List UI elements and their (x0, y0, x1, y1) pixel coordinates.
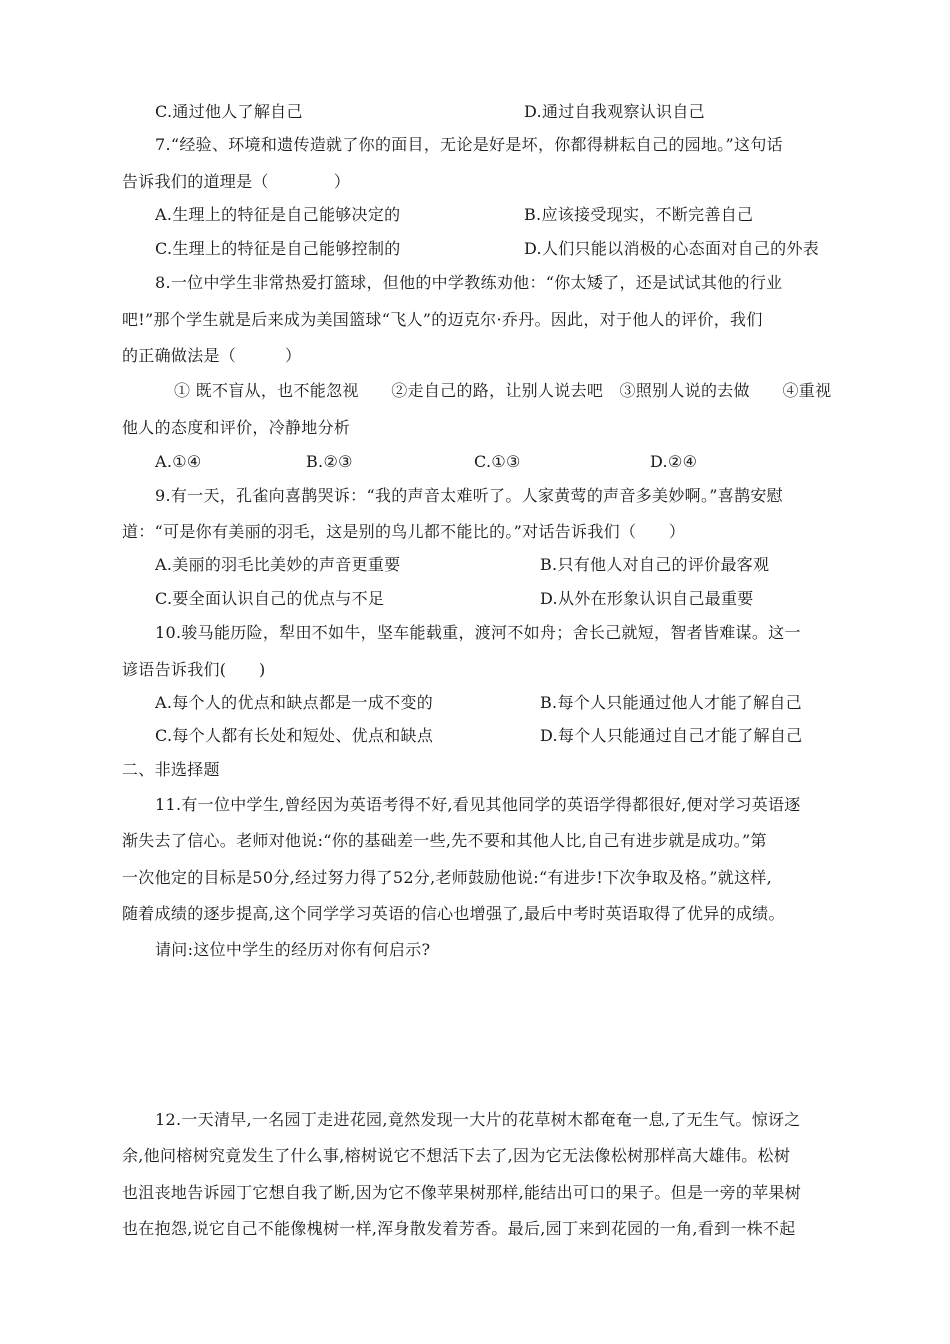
q9-option-d: D.从外在形象认识自己最重要 (540, 589, 754, 608)
q7-option-a: A.生理上的特征是自己能够决定的 (155, 205, 401, 224)
q9-option-a: A.美丽的羽毛比美妙的声音更重要 (155, 555, 401, 574)
q7-option-b: B.应该接受现实，不断完善自己 (524, 205, 754, 224)
q10-option-c: C.每个人都有长处和短处、优点和缺点 (155, 726, 434, 745)
q10-stem-line2: 谚语告诉我们( ) (122, 660, 266, 679)
q8-stem-line2: 吧!”那个学生就是后来成为美国篮球“飞人”的迈克尔·乔丹。因此，对于他人的评价，我们 (122, 310, 763, 329)
q6-option-d: D.通过自我观察认识自己 (524, 102, 705, 121)
q6-option-c: C.通过他人了解自己 (155, 102, 303, 121)
q10-option-b: B.每个人只能通过他人才能了解自己 (540, 693, 802, 712)
q11-passage-line2: 渐失去了信心。老师对他说:“你的基础差一些,先不要和其他人比,自己有进步就是成功。”第 (122, 831, 767, 850)
q9-stem-line1: 9.有一天，孔雀向喜鹊哭诉：“我的声音太难听了。人家黄莺的声音多美妙啊。”喜鹊安慰 (155, 486, 783, 505)
q8-option-d: D.②④ (650, 452, 698, 471)
q8-stem-line1: 8.一位中学生非常热爱打篮球，但他的中学教练劝他：“你太矮了，还是试试其他的行业 (155, 273, 783, 292)
q12-passage-line2: 余,他问榕树究竟发生了什么事,榕树说它不想活下去了,因为它无法像松树那样高大雄伟。松树 (122, 1146, 791, 1165)
q10-stem-line1: 10.骏马能历险，犁田不如牛，坚车能载重，渡河不如舟；舍长己就短，智者皆难谋。这一 (155, 623, 801, 642)
q11-question: 请问:这位中学生的经历对你有何启示? (155, 940, 431, 959)
q8-option-c: C.①③ (474, 452, 521, 471)
q8-statements-line2: 他人的态度和评价，冷静地分析 (122, 418, 351, 437)
q12-passage-line1: 12.一天清早,一名园丁走进花园,竟然发现一大片的花草树木都奄奄一息,了无生气。惊讶之 (155, 1110, 801, 1129)
q7-stem-line1: 7.“经验、环境和遗传造就了你的面目，无论是好是坏，你都得耕耘自己的园地。”这句话 (155, 135, 783, 154)
q11-passage-line1: 11.有一位中学生,曾经因为英语考得不好,看见其他同学的英语学得都很好,便对学习英语逐 (155, 795, 801, 814)
q8-stem-line3: 的正确做法是（ ） (122, 346, 302, 365)
q7-option-c: C.生理上的特征是自己能够控制的 (155, 239, 401, 258)
q7-option-d: D.人们只能以消极的心态面对自己的外表 (524, 239, 820, 258)
q9-option-b: B.只有他人对自己的评价最客观 (540, 555, 770, 574)
q12-passage-line3: 也沮丧地告诉园丁它想自我了断,因为它不像苹果树那样,能结出可口的果子。但是一旁的苹果树 (122, 1183, 802, 1202)
q11-passage-line4: 随着成绩的逐步提高,这个同学学习英语的信心也增强了,最后中考时英语取得了优异的成绩。 (122, 904, 785, 923)
q10-option-a: A.每个人的优点和缺点都是一成不变的 (155, 693, 434, 712)
q7-stem-line2: 告诉我们的道理是（ ） (122, 172, 351, 191)
section-heading-non-choice: 二、非选择题 (122, 760, 220, 779)
q8-statements-line1: ① 既不盲从，也不能忽视 ②走自己的路，让别人说去吧 ③照别人说的去做 ④重视 (174, 381, 832, 400)
q12-passage-line4: 也在抱怨,说它自己不能像槐树一样,浑身散发着芳香。最后,园丁来到花园的一角,看到一株不起 (122, 1219, 796, 1238)
q9-option-c: C.要全面认识自己的优点与不足 (155, 589, 385, 608)
q8-option-b: B.②③ (306, 452, 353, 471)
q8-option-a: A.①④ (155, 452, 202, 471)
q11-passage-line3: 一次他定的目标是50分,经过努力得了52分,老师鼓励他说:“有进步!下次争取及格。”就这样, (122, 868, 772, 887)
q9-stem-line2: 道：“可是你有美丽的羽毛，这是别的鸟儿都不能比的。”对话告诉我们（ ） (122, 522, 686, 541)
q10-option-d: D.每个人只能通过自己才能了解自己 (540, 726, 803, 745)
